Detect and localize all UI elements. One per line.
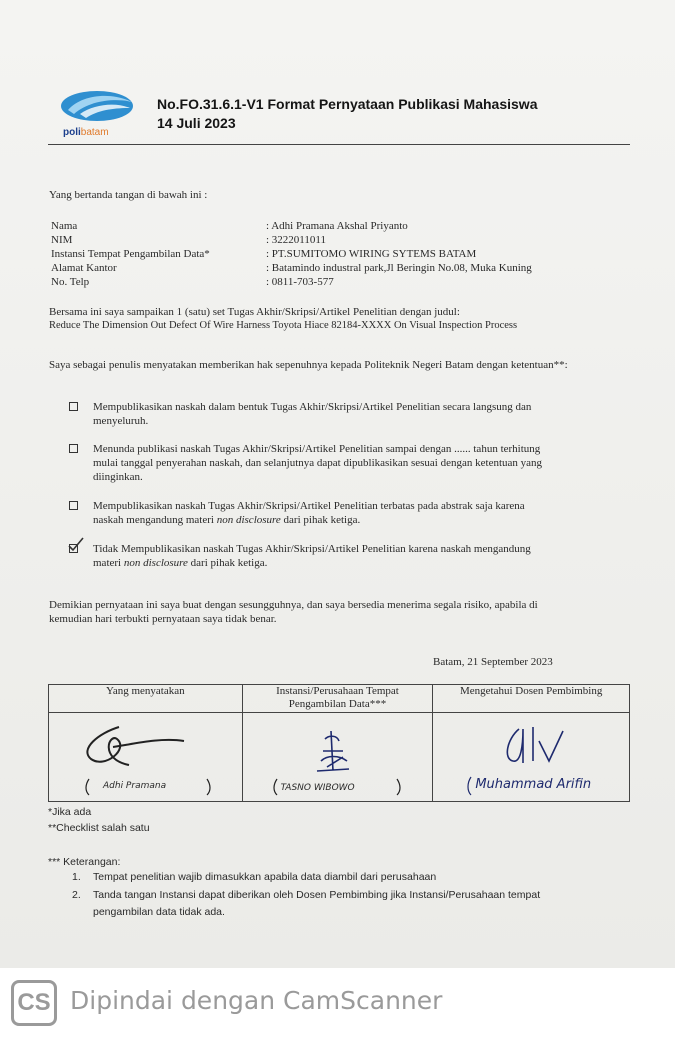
- header-divider: [48, 144, 630, 145]
- submission-line: Bersama ini saya sampaikan 1 (satu) set Tugas Akhir/Skripsi/Artikel Penelitian dengan judul:: [49, 306, 460, 318]
- closing-line2: kemudian hari terbukti pernyataan saya tidak benar.: [49, 613, 277, 625]
- identity-label-nim: NIM: [51, 234, 73, 246]
- form-title: No.FO.31.6.1-V1 Format Pernyataan Publikasi Mahasiswa: [157, 96, 538, 112]
- signature-cell-supervisor: Muhammad Arifin: [433, 713, 630, 802]
- option-2-line3: diinginkan.: [93, 471, 143, 483]
- form-date: 14 Juli 2023: [157, 115, 236, 131]
- identity-label-address: Alamat Kantor: [51, 262, 117, 274]
- identity-value-phone: : 0811-703-577: [266, 276, 334, 288]
- identity-label-institution: Instansi Tempat Pengambilan Data*: [51, 248, 210, 260]
- identity-label-name: Nama: [51, 220, 78, 232]
- signature-header-supervisor: Mengetahui Dosen Pembimbing: [433, 685, 630, 713]
- camscanner-text: Dipindai dengan CamScanner: [70, 986, 443, 1015]
- company-name-brackets: [271, 777, 403, 797]
- signature-cell-student: Adhi Pramana: [49, 713, 243, 802]
- option-1-checkbox[interactable]: [69, 402, 78, 411]
- option-1-line2: menyeluruh.: [93, 415, 149, 427]
- option-4-line1: Tidak Mempublikasikan naskah Tugas Akhir/Skripsi/Artikel Penelitian karena naskah mengandung: [93, 543, 531, 555]
- footnote-2: **Checklist salah satu: [48, 822, 150, 834]
- note-2-number: 2.: [72, 889, 81, 901]
- signature-header-student: Yang menyatakan: [49, 685, 243, 713]
- identity-value-name: : Adhi Pramana Akshal Priyanto: [266, 220, 408, 232]
- identity-label-phone: No. Telp: [51, 276, 90, 288]
- option-2-line1: Menunda publikasi naskah Tugas Akhir/Skripsi/Artikel Penelitian sampai dengan ...... tahun terhitung: [93, 443, 541, 455]
- footnote-1: *Jika ada: [48, 806, 92, 818]
- option-3-line1: Mempublikasikan naskah Tugas Akhir/Skripsi/Artikel Penelitian terbatas pada abstrak saja karena: [93, 500, 525, 512]
- place-date: Batam, 21 September 2023: [433, 656, 553, 668]
- option-4-line2: materi non disclosure dari pihak ketiga.: [93, 557, 268, 569]
- thesis-title: Reduce The Dimension Out Defect Of Wire Harness Toyota Hiace 82184-XXXX On Visual Inspection Process: [49, 320, 518, 331]
- camscanner-logo: CS: [11, 980, 57, 1026]
- signature-table: [48, 684, 630, 802]
- company-signature: [303, 727, 363, 777]
- student-signature: [69, 719, 189, 779]
- supervisor-name-brackets: [465, 775, 625, 797]
- note-1-number: 1.: [72, 871, 81, 883]
- note-2-line2: pengambilan data tidak ada.: [93, 906, 225, 918]
- identity-value-institution: : PT.SUMITOMO WIRING SYTEMS BATAM: [266, 248, 477, 260]
- option-2-checkbox[interactable]: [69, 444, 78, 453]
- note-2-line1: Tanda tangan Instansi dapat diberikan oleh Dosen Pembimbing jika Instansi/Perusahaan tempat: [93, 889, 541, 901]
- intro-text: Yang bertanda tangan di bawah ini :: [49, 189, 208, 201]
- option-3-line2: naskah mengandung materi non disclosure dari pihak ketiga.: [93, 514, 361, 526]
- signature-header-company: Instansi/Perusahaan Tempat Pengambilan Data***: [242, 685, 433, 713]
- statement-text: Saya sebagai penulis menyatakan memberikan hak sepenuhnya kepada Politeknik Negeri Batam dengan ketentuan**:: [49, 359, 568, 371]
- closing-line1: Demikian pernyataan ini saya buat dengan sesungguhnya, dan saya bersedia menerima segala risiko, apabila di: [49, 599, 538, 611]
- student-name-brackets: [83, 777, 213, 797]
- identity-value-nim: : 3222011011: [266, 234, 326, 246]
- check-mark-icon: [67, 536, 85, 554]
- identity-value-address: : Batamindo industral park,Jl Beringin No.08, Muka Kuning: [266, 262, 532, 274]
- note-1-text: Tempat penelitian wajib dimasukkan apabila data diambil dari perusahaan: [93, 871, 437, 883]
- signature-cell-company: TASNO WIBOWO: [242, 713, 433, 802]
- notes-title: *** Keterangan:: [48, 856, 121, 868]
- supervisor-signature: [493, 721, 573, 771]
- option-1-line1: Mempublikasikan naskah dalam bentuk Tugas Akhir/Skripsi/Artikel Penelitian secara langsung dan: [93, 401, 532, 413]
- option-2-line2: mulai tanggal penyerahan naskah, dan selanjutnya dapat dipublikasikan sesuai dengan ketentuan yang: [93, 457, 543, 469]
- logo-wordmark: polibatam: [63, 127, 109, 138]
- option-3-checkbox[interactable]: [69, 501, 78, 510]
